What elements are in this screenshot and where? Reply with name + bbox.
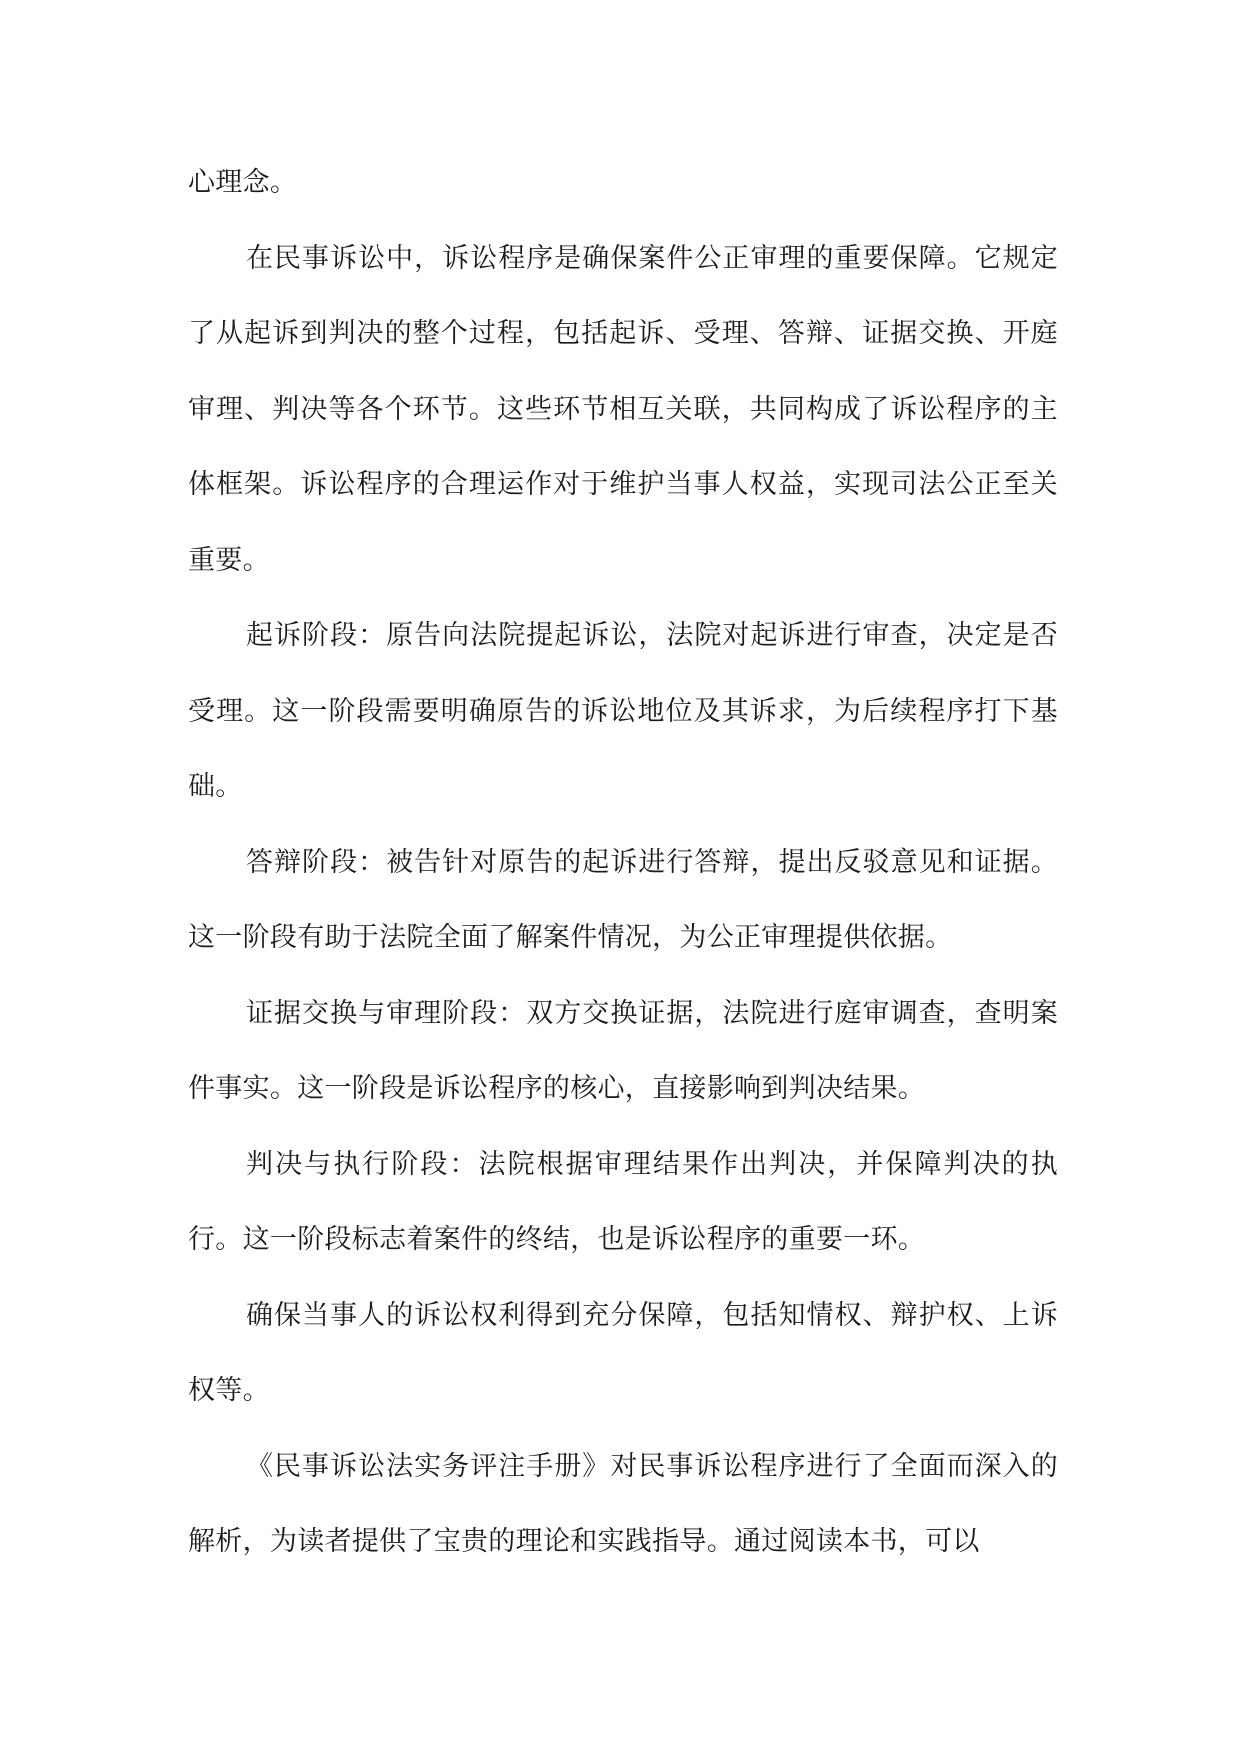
paragraph-handbook-summary: 《民事诉讼法实务评注手册》对民事诉讼程序进行了全面而深入的解析，为读者提供了宝贵的理论和实践指导。通过阅读本书，可以 xyxy=(188,1450,1058,1557)
paragraph-litigation-procedure: 在民事诉讼中，诉讼程序是确保案件公正审理的重要保障。它规定了从起诉到判决的整个过程，包括起诉、受理、答辩、证据交换、开庭审理、判决等各个环节。这些环节相互关联，共同构成了诉讼程序的主体框架。诉讼程序的合理运作对于维护当事人权益，实现司法公正至关重要。 xyxy=(188,242,1058,576)
body-text xyxy=(188,145,1058,1580)
paragraph-defense-stage: 答辩阶段：被告针对原告的起诉进行答辩，提出反驳意见和证据。这一阶段有助于法院全面了解案件情况，为公正审理提供依据。 xyxy=(188,846,1058,953)
paragraph-judgment-execution-stage: 判决与执行阶段：法院根据审理结果作出判决，并保障判决的执行。这一阶段标志着案件的终结，也是诉讼程序的重要一环。 xyxy=(188,1148,1058,1255)
paragraph-evidence-trial-stage: 证据交换与审理阶段：双方交换证据，法院进行庭审调查，查明案件事实。这一阶段是诉讼程序的核心，直接影响到判决结果。 xyxy=(188,997,1058,1104)
paragraph-litigant-rights: 确保当事人的诉讼权利得到充分保障，包括知情权、辩护权、上诉权等。 xyxy=(188,1299,1058,1406)
paragraph-continuation: 心理念。 xyxy=(188,167,298,198)
paragraph-filing-stage: 起诉阶段：原告向法院提起诉讼，法院对起诉进行审查，决定是否受理。这一阶段需要明确原告的诉讼地位及其诉求，为后续程序打下基础。 xyxy=(188,620,1058,802)
